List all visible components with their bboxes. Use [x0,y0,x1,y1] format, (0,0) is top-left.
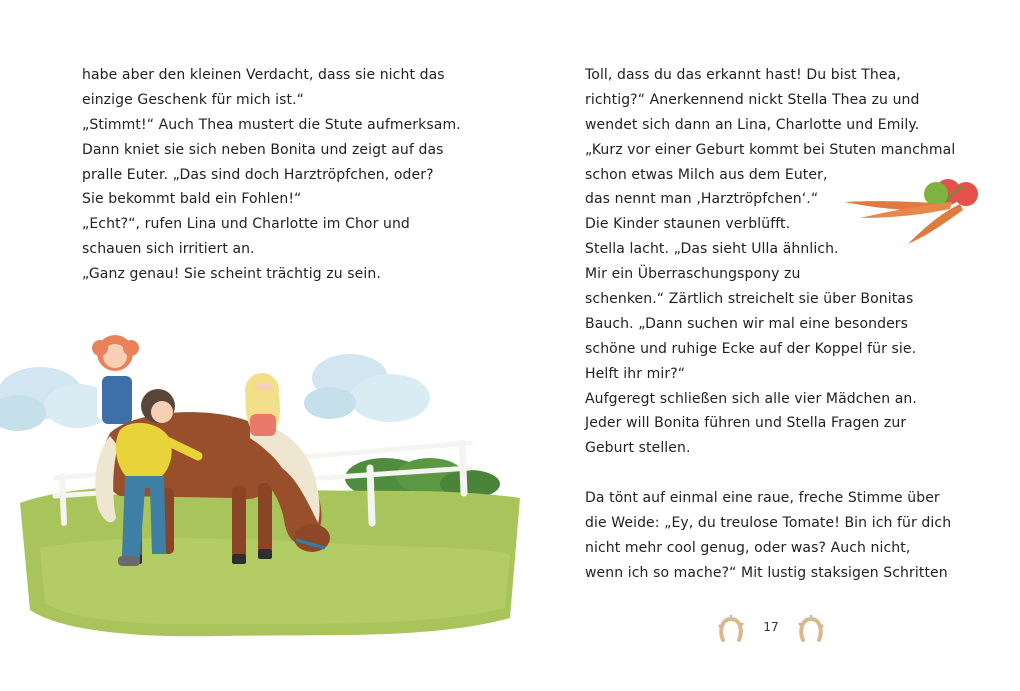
text-line: „Kurz vor einer Geburt kommt bei Stuten manchmal [585,141,956,158]
text-line: richtig?“ Anerkennend nickt Stella Thea zu und [585,91,920,108]
text-line: Bauch. „Dann suchen wir mal eine besonders [585,315,909,332]
text-line: schenken.“ Zärtlich streichelt sie über Bonitas [585,291,914,308]
text-line: Mir ein Überraschungspony zu [585,266,801,283]
text-line: schon etwas Milch aus dem Euter, [585,166,828,183]
text-line: Aufgeregt schließen sich alle vier Mädchen an. [585,390,917,407]
sky-cloud [304,354,430,422]
meadow-shade [40,538,510,624]
sky-cloud [0,367,112,431]
text-line: Sie bekommt bald ein Fohlen!“ [82,191,302,208]
horseshoe-icon [716,614,746,644]
girl-red-hair [92,335,139,424]
text-line: „Stimmt!“ Auch Thea mustert die Stute aufmerksam. [82,116,461,133]
paragraph-gap [585,461,1005,486]
text-line: schauen sich irritiert an. [82,241,255,258]
text-line: das nennt man ‚Harztröpfchen‘.“ [585,191,819,208]
text-line: Die Kinder staunen verblüfft. [585,216,791,233]
text-line: wenn ich so mache?“ Mit lustig staksigen Schritten [585,564,948,581]
text-line: Geburt stellen. [585,440,691,457]
girls-with-pony-illustration [0,318,520,648]
text-line: nicht mehr cool genug, oder was? Auch nicht, [585,539,911,556]
text-line: „Echt?“, rufen Lina und Charlotte im Chor und [82,216,410,233]
text-line: wendet sich dann an Lina, Charlotte und Emily. [585,116,920,133]
page-footer [716,612,826,646]
text-line: Helft ihr mir?“ [585,365,686,382]
left-page-text [82,63,482,287]
text-line: Dann kniet sie sich neben Bonita und zeigt auf das [82,141,444,158]
carrots-and-apples-icon [840,172,990,250]
text-line: die Weide: „Ey, du treulose Tomate! Bin ich für dich [585,515,952,532]
text-line: einzige Geschenk für mich ist.“ [82,91,304,108]
right-page-text [585,63,1005,586]
text-line: „Ganz genau! Sie scheint trächtig zu sein. [82,266,381,283]
text-line: Toll, dass du das erkannt hast! Du bist Thea, [585,67,901,83]
text-line: schöne und ruhige Ecke auf der Koppel für sie. [585,340,917,357]
right-page [510,0,1020,691]
girl-blonde [245,373,280,436]
text-line: Jeder will Bonita führen und Stella Fragen zur [585,415,907,432]
text-line: habe aber den kleinen Verdacht, dass sie nicht das [82,67,445,83]
text-line: Da tönt auf einmal eine raue, freche Stimme über [585,490,940,507]
text-line: Stella lacht. „Das sieht Ulla ähnlich. [585,241,839,258]
text-line: pralle Euter. „Das sind doch Harztröpfchen, oder? [82,166,434,183]
page-number: 17 [763,620,779,634]
horseshoe-icon [796,614,826,644]
